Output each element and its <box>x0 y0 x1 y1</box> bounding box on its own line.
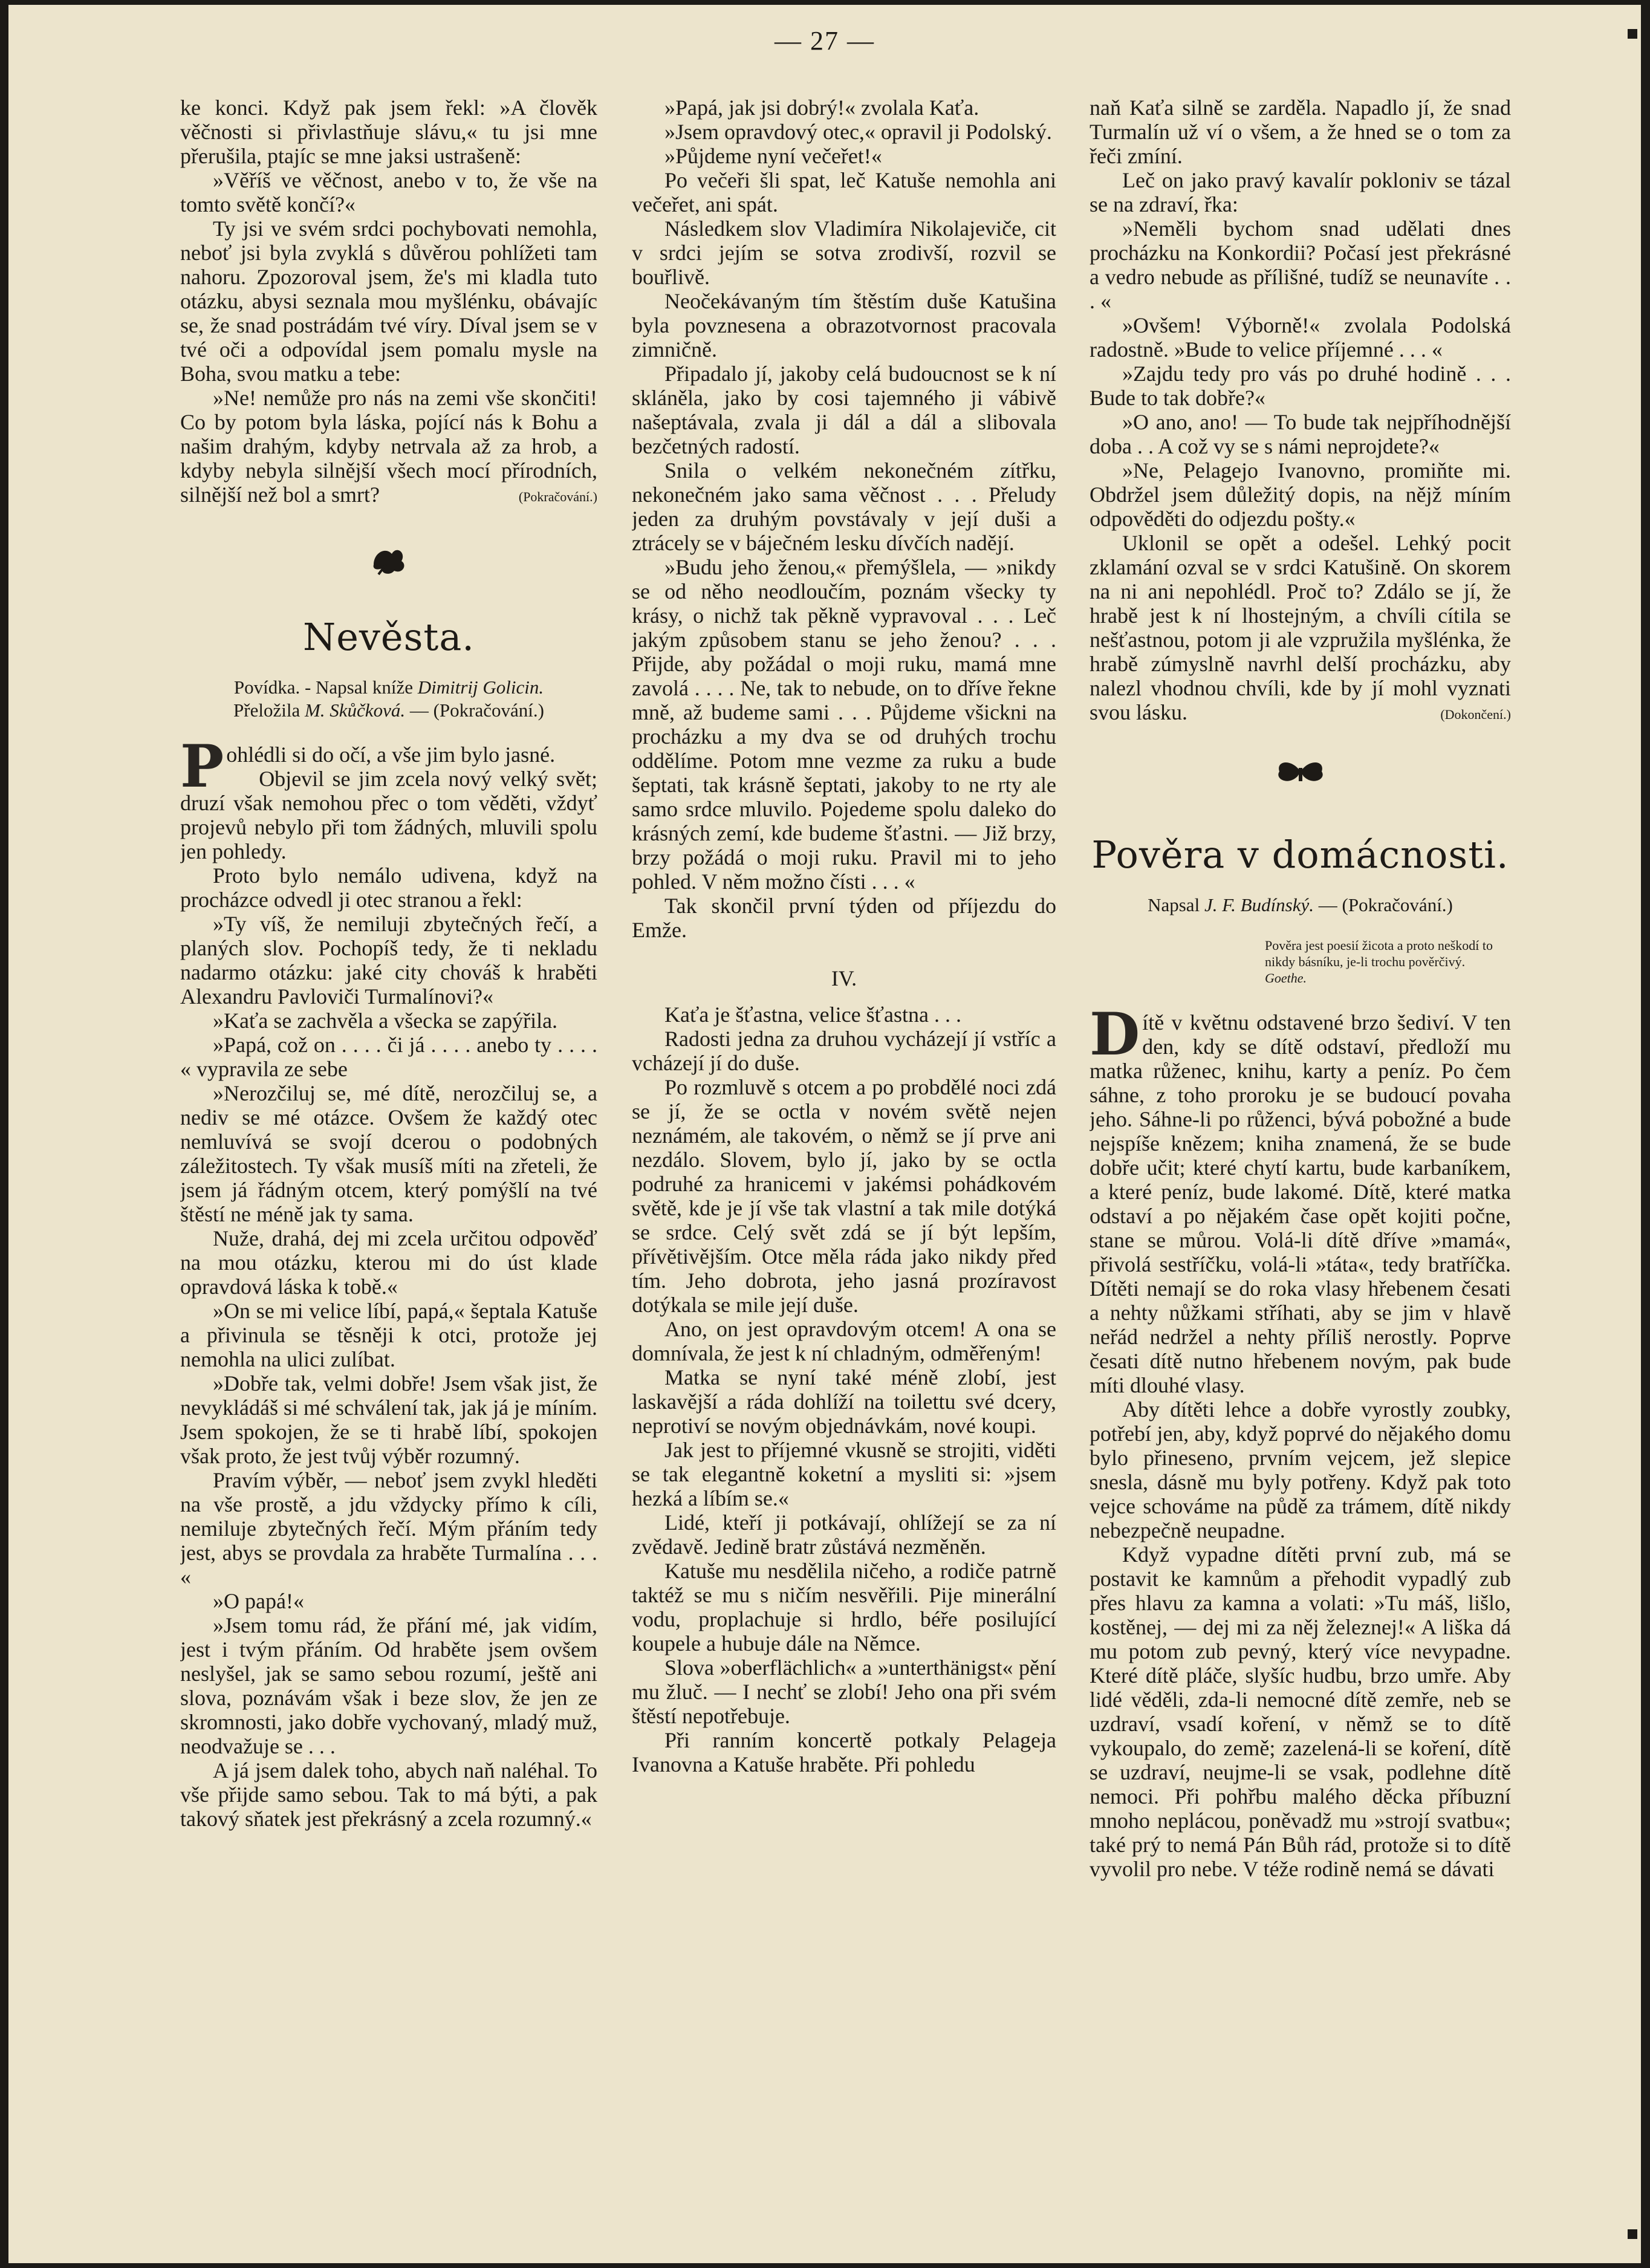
paragraph-text: Uklonil se opět a odešel. Lehký pocit zklamání ozval se v srdci Katušině. On skorem na ni ani nepohlédl. Proč to? Zdálo se jí, že hrabě jest k ní lhostejným, a chvíli cítila se nešťastnou, potom ji ale vzpružila myšlénka, že hrabě zúmyslně navrhl delší procházku, aby nalezl vhodnou chvíli, kde by jí mohl vyznati svou lásku. <box>1090 531 1511 724</box>
paragraph: Ano, on jest opravdovým otcem! A ona se domnívala, že jest k ní chladným, odměřeným! <box>632 1317 1056 1365</box>
byline <box>1090 894 1511 917</box>
byline-author: Dimitrij Golicin. <box>417 677 544 698</box>
paragraph: »Dobře tak, velmi dobře! Jsem však jist, že nevykládáš si mé schválení tak, jak já je míním. Jsem spokojen, že se ti hrabě líbí, spokojen však proto, že jest tvůj výběr rozumný. <box>180 1371 597 1468</box>
paragraph: Při ranním koncertě potkaly Pelageja Ivanovna a Katuše hraběte. Při pohledu <box>632 1728 1056 1776</box>
paragraph: Snila o velkém nekonečném zítřku, nekonečném jako sama věčnost . . . Přeludy jeden za druhým povstávaly v její duši a ztrácely se v báječném lesku dívčích nadějí. <box>632 458 1056 555</box>
drop-cap: P <box>180 732 224 801</box>
paragraph-text: »Ne! nemůže pro nás na zemi vše skončiti! Co by potom byla láska, pojící nás k Bohu a našim drahým, kdyby netrvala až za hrob, a kdyby nebyla silnější všech mocí přírodních, silnější než bol a smrt? <box>180 386 597 507</box>
drop-cap: D <box>1090 1000 1140 1068</box>
paragraph: Objevil se jim zcela nový velký svět; druzí však nemohou přec o tom věděti, vždyť projevů nebylo při tom žádných, mluvili spolu jen pohledy. <box>180 767 597 863</box>
paragraph: Ty jsi ve svém srdci pochybovati nemohla, neboť jsi byla zvyklá s důvěrou pohlížeti tam nahoru. Zpozoroval jsem, že's mi kladla tuto otázku, abysi seznala mou myšlénku, obávajíc se, že snad postrádám tvé víry. Díval jsem se v tvé oči a odpovídal jsem pomalu mysle na Boha, svou matku a tebe: <box>180 216 597 386</box>
column-1 <box>180 96 597 2227</box>
paragraph: »Ne, Pelagejo Ivanovno, promiňte mi. Obdržel jsem důležitý dopis, na nějž míním odpověděti do odjezdu pošty.« <box>1090 458 1511 531</box>
paragraph: Leč on jako pravý kavalír pokloniv se tázal se na zdraví, řka: <box>1090 168 1511 216</box>
byline-translator: M. Skůčková. <box>304 700 406 721</box>
edge-mark-icon <box>1628 2229 1637 2239</box>
motto-author: Goethe. <box>1265 970 1307 986</box>
paragraph: »Neměli bychom snad udělati dnes procházku na Konkordii? Počasí jest překrásné a vedro nebude as přílišné, tudíž se neunavíte . . . « <box>1090 216 1511 313</box>
motto-text: Pověra jest poesií žicota a proto neškodí to nikdy básníku, je-li trochu pověrčivý. <box>1265 938 1493 969</box>
paragraph: Slova »oberflächlich« a »unterthänigst« pění mu žluč. — I nechť se zlobí! Jeho ona při svém štěstí nepotřebuje. <box>632 1656 1056 1728</box>
column-3 <box>1090 96 1511 2227</box>
paragraph: Když vypadne dítěti první zub, má se postavit ke kamnům a přehodit vypadlý zub přes hlavu za kamna a volati: »Tu máš, lišlo, kostěnej, — dej mi za něj železnej!« A liška dá mu potom zub pevný, který více nevypadne. Které dítě pláče, slyšíc hudbu, brzo umře. Aby lidé věděli, zda-li nemocné dítě zemře, neb se uzdraví, vsadí koření, v němž se to dítě vykoupalo, do země; zazelená-li se koření, dítě se uzdraví, neujme-li se vsak, podlehne dítě nemoci. Při pohřbu malého děcka příbuzní mnoho neplácou, poněvadž mu »strojí svatbu«; také prý to nemá Pán Bůh rád, protože si to dítě vyvolil pro nebe. V téže rodině nemá se dávati <box>1090 1542 1511 1881</box>
paragraph: Radosti jedna za druhou vycházejí jí vstříc a vcházejí jí do duše. <box>632 1027 1056 1075</box>
paragraph: Následkem slov Vladimíra Nikolajeviče, cit v srdci jejím se sotva zrodivší, rozvil se bouřlivě. <box>632 216 1056 289</box>
leaf-ornament-icon <box>180 541 597 579</box>
paragraph: Po rozmluvě s otcem a po probdělé noci zdá se jí, že se octla v novém světě nejen neznámém, ale takovém, o němž se jí prve ani nezdálo. Slovem, bylo jí, jako by se octla podruhé za hranicemi v jakémsi pohádkovém světě, kde je jí vše tak vlastní a tak mile dotýká se srdce. Celý svět zdá se jí být lepším, přívětivějším. Otce měla ráda jako nikdy před tím. Jeho dobrota, jeho jasná prozíravost dotýkala se mile její duše. <box>632 1075 1056 1317</box>
paragraph: »Papá, jak jsi dobrý!« zvolala Kaťa. <box>664 96 979 120</box>
paragraph <box>180 386 597 507</box>
paragraph: »Jsem tomu rád, že přání mé, jak vidím, jest i tvým přáním. Od hraběte jsem ovšem neslyšel, jak se samo sebou rozumí, ještě ani slova, poznávám však i beze slov, že jen ze skromnosti, jako dobře vychovaný, mladý muž, neodvažuje se . . . <box>180 1613 597 1758</box>
paragraph: »Jsem opravdový otec,« opravil ji Podolský. <box>664 120 1052 144</box>
paragraph: Tak skončil první týden od příjezdu do Emže. <box>632 894 1056 942</box>
column-2 <box>632 96 1056 2227</box>
paragraph: Lidé, kteří ji potkávají, ohlížejí se za ní zvědavě. Jedině bratr zůstává nezměněn. <box>632 1510 1056 1559</box>
edge-mark-icon <box>1628 29 1637 39</box>
paragraph: »Zajdu tedy pro vás po druhé hodině . . . Bude to tak dobře?« <box>1090 362 1511 410</box>
paragraph: naň Kaťa silně se zarděla. Napadlo jí, že snad Turmalín už ví o všem, a že hned se o tom za řeči zmíní. <box>1090 96 1511 168</box>
paragraph <box>1090 531 1511 724</box>
paragraph: »O ano, ano! — To bude tak nejpříhodnější doba . . A což vy se s námi neprojdete?« <box>1090 410 1511 458</box>
paragraph: Pravím výběr, — neboť jsem zvykl hleděti na vše prostě, a jdu vždycky přímo k cíli, nemiluje zbytečných řečí. Mým přáním tedy jest, abys se provdala za hraběte Turmalína . . . « <box>180 1468 597 1589</box>
paragraph-text: ohlédli si do očí, a vše jim bylo jasné. <box>226 742 556 767</box>
paragraph: Kaťa je šťastna, velice šťastna . . . <box>664 1002 961 1027</box>
paragraph: »O papá!« <box>213 1589 304 1613</box>
paragraph: »On se mi velice líbí, papá,« šeptala Katuše a přivinula se těsněji k otci, protože jej nemohla na ulici zulíbat. <box>180 1299 597 1371</box>
paragraph: Proto bylo nemálo udivena, když na procházce odvedl ji otec stranou a řekl: <box>180 863 597 912</box>
paragraph: »Kaťa se zachvěla a všecka se zapýřila. <box>213 1009 558 1033</box>
byline-prefix: Povídka. - Napsal kníže <box>233 677 418 698</box>
motto <box>1265 937 1499 986</box>
page-number: — 27 — <box>775 26 875 56</box>
continued-note: (Pokračování.) <box>518 489 597 504</box>
opening-paragraph <box>180 732 597 801</box>
paragraph: »Věříš ve věčnost, anebo v to, že vše na tomto světě končí?« <box>180 168 597 216</box>
paragraph: A já jsem dalek toho, abych naň naléhal. To vše přijde samo sebou. Tak to má býti, a pak takový sňatek jest překrásný a zcela rozumný.« <box>180 1758 597 1831</box>
byline-trans-prefix: Přeložila <box>233 700 305 721</box>
paragraph: Jak jest to příjemné vkusně se strojiti, viděti se tak elegantně koketní a mysliti si: »jsem hezká a líbím se.« <box>632 1438 1056 1510</box>
paragraph: Připadalo jí, jakoby celá budoucnost se k ní skláněla, jako by cosi tajemného ji vábivě našeptávala, zvala ji dál a dál a slibovala bezčetných radostí. <box>632 362 1056 458</box>
paragraph: »Ovšem! Výborně!« zvolala Podolská radostně. »Bude to velice příjemné . . . « <box>1090 313 1511 362</box>
byline-suffix: — (Pokračování.) <box>1314 894 1453 915</box>
byline-prefix: Napsal <box>1148 894 1204 915</box>
paragraph: Nuže, drahá, dej mi zcela určitou odpověď na mou otázku, kterou mi do úst klade opravdová láska k tobě.« <box>180 1226 597 1299</box>
byline-author: J. F. Budínský. <box>1204 894 1314 915</box>
section-heading: IV. <box>831 966 857 990</box>
byline-suffix: — (Pokračování.) <box>405 700 544 721</box>
paragraph: »Budu jeho ženou,« přemýšlela, — »nikdy se od něho neodloučím, poznám všecky ty krásy, o nichž tak pěkně vypravoval . . . Leč jakým způsobem stanu se jeho ženou? . . . Přijde, aby požádal o moji ruku, mamá mne zavolá . . . . Ne, tak to nebude, on to dříve řekne mně, až budeme sami . . . Půjdeme všickni na procházku a my dva se od druhých trochu oddělíme. Potom mne vezme za ruku a bude šeptati, tak krásně šeptati, jakoby to ne rty ale samo srdce mluvilo. Pojedeme spolu daleko do krásných zemí, kde budeme šťastni. — Již brzy, brzy požádá o moji ruku. Pravil mi to jeho pohled. V něm možno čísti . . . « <box>632 555 1056 894</box>
paragraph-text: ítě v květnu odstavené brzo šediví. V ten den, kdy se dítě odstaví, předloží mu matka růženec, knihu, karty a peníz. Po čem sáhne, z toho proroku je se budoucí povaha jeho. Sáhne-li po růženci, bývá pobožné a bude nejspíše knězem; kniha znamená, že se bude dobře učit; které chytí kartu, bude karbaníkem, a které peníz, bude lakomé. Dítě, které matka odstaví a po nějakém čase opět kojiti počne, stane se můrou. Volá-li dítě dříve »mamá«, přivolá sestříčku, volá-li »táta«, tedy bratříčka. Dítěti nemají se do roka vlasy hřebenem česati a nehty nůžkami stříhati, aby se jim v hlavě neřád nedržel a nehty příliš nerostly. Poprve česati dítě nutno hřebenem novým, pak bude míti dlouhé vlasy. <box>1090 1010 1511 1397</box>
paragraph: Neočekávaným tím štěstím duše Katušina byla povznesena a obrazotvornost pracovala zimničně. <box>632 289 1056 362</box>
paragraph: Po večeři šli spat, leč Katuše nemohla ani večeřet, ani spát. <box>632 168 1056 216</box>
paragraph: Katuše mu nesdělila ničeho, a rodiče patrně taktéž se mu s ničím nesvěřili. Pije minerální vodu, proplachuje si hrdlo, béře posilující koupele a hubuje dále na Němce. <box>632 1559 1056 1656</box>
opening-paragraph <box>1090 1000 1511 1397</box>
paragraph: »Papá, což on . . . . či já . . . . anebo ty . . . . « vypravila ze sebe <box>180 1033 597 1081</box>
paragraph: ke konci. Když pak jsem řekl: »A člověk věčnosti si přivlastňuje slávu,« tu jsi mne přerušila, ptajíc se mne jaksi ustrašeně: <box>180 96 597 168</box>
concluded-note: (Dokončení.) <box>1440 707 1511 722</box>
paragraph: »Nerozčiluj se, mé dítě, nerozčiluj se, a nediv se mé otázce. Ovšem že každý otec nemluvívá se svojí dcerou o podobných záležitostech. Ty však musíš míti na zřeteli, že jsem já řádným otcem, který pomýšlí na tvé štěstí ne méně jak ty sama. <box>180 1081 597 1226</box>
paragraph: »Ty víš, že nemiluji zbytečných řečí, a planých slov. Pochopíš tedy, že ti nekladu nadarmo otázku: jaké city chováš k hraběti Alexandru Pavloviči Turmalínovi?« <box>180 912 597 1009</box>
paragraph: Matka se nyní také méně zlobí, jest laskavější a ráda dohlíží na toilettu své dcery, neprotiví se novým objednávkám, nové koupi. <box>632 1365 1056 1438</box>
paragraph: »Půjdeme nyní večeřet!« <box>664 144 882 168</box>
story-title: Pověra v domácnosti. <box>1091 833 1509 877</box>
story-title: Nevěsta. <box>302 615 475 659</box>
paragraph: Aby dítěti lehce a dobře vyrostly zoubky, potřebí jen, aby, když poprvé do nějakého domu bylo přineseno, prvním vejcem, jež slepice snesla, dásně mu byly potřeny. Když pak toto vejce schováme na půdě za trámem, dítě nikdy nebezpečně neupadne. <box>1090 1397 1511 1542</box>
newspaper-page <box>8 5 1641 2263</box>
butterfly-ornament-icon <box>1090 758 1511 797</box>
byline <box>180 676 597 722</box>
